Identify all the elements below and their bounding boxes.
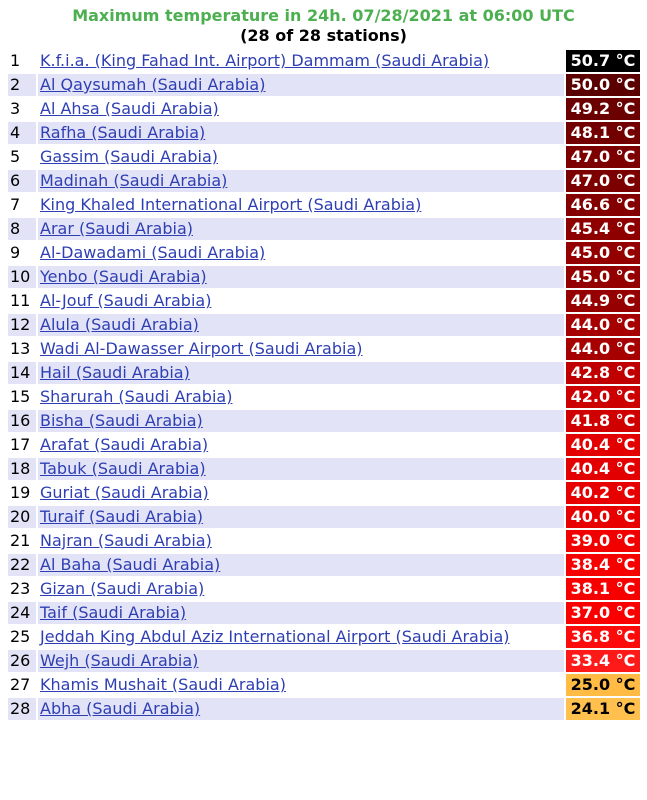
temperature-badge: 24.1 °C <box>566 698 640 720</box>
station-link[interactable]: Al Baha (Saudi Arabia) <box>40 555 221 574</box>
rank-cell: 12 <box>8 314 36 336</box>
station-link[interactable]: Gizan (Saudi Arabia) <box>40 579 205 598</box>
station-cell <box>38 218 564 240</box>
table-row <box>8 458 640 480</box>
station-cell <box>38 530 564 552</box>
station-cell <box>38 290 564 312</box>
page-title: Maximum temperature in 24h. 07/28/2021 at 06:00 UTC <box>72 6 575 25</box>
station-link[interactable]: Gassim (Saudi Arabia) <box>40 147 218 166</box>
station-cell <box>38 554 564 576</box>
station-cell <box>38 506 564 528</box>
station-link[interactable]: Madinah (Saudi Arabia) <box>40 171 228 190</box>
ranking-table-body <box>8 50 640 720</box>
rank-cell: 7 <box>8 194 36 216</box>
rank-cell: 4 <box>8 122 36 144</box>
rank-cell: 20 <box>8 506 36 528</box>
temperature-badge: 48.1 °C <box>566 122 640 144</box>
rank-cell: 3 <box>8 98 36 120</box>
station-cell <box>38 50 564 72</box>
table-row <box>8 290 640 312</box>
temperature-badge: 37.0 °C <box>566 602 640 624</box>
rank-cell: 16 <box>8 410 36 432</box>
station-cell <box>38 242 564 264</box>
table-row <box>8 674 640 696</box>
temperature-badge: 33.4 °C <box>566 650 640 672</box>
station-cell <box>38 674 564 696</box>
rank-cell: 11 <box>8 290 36 312</box>
station-link[interactable]: Al Ahsa (Saudi Arabia) <box>40 99 219 118</box>
table-row <box>8 338 640 360</box>
rank-cell: 17 <box>8 434 36 456</box>
station-link[interactable]: Sharurah (Saudi Arabia) <box>40 387 233 406</box>
station-cell <box>38 698 564 720</box>
station-link[interactable]: Alula (Saudi Arabia) <box>40 315 199 334</box>
temperature-badge: 42.8 °C <box>566 362 640 384</box>
table-row <box>8 698 640 720</box>
rank-cell: 15 <box>8 386 36 408</box>
temperature-badge: 38.1 °C <box>566 578 640 600</box>
rank-cell: 21 <box>8 530 36 552</box>
rank-cell: 8 <box>8 218 36 240</box>
table-row <box>8 386 640 408</box>
table-row <box>8 506 640 528</box>
temperature-badge: 40.4 °C <box>566 434 640 456</box>
station-cell <box>38 98 564 120</box>
temperature-badge: 45.0 °C <box>566 266 640 288</box>
station-cell <box>38 458 564 480</box>
temperature-badge: 49.2 °C <box>566 98 640 120</box>
temperature-badge: 39.0 °C <box>566 530 640 552</box>
temperature-badge: 40.2 °C <box>566 482 640 504</box>
station-cell <box>38 410 564 432</box>
temperature-badge: 50.0 °C <box>566 74 640 96</box>
rank-cell: 5 <box>8 146 36 168</box>
station-cell <box>38 338 564 360</box>
station-cell <box>38 266 564 288</box>
station-link[interactable]: Wadi Al-Dawasser Airport (Saudi Arabia) <box>40 339 363 358</box>
rank-cell: 13 <box>8 338 36 360</box>
table-row <box>8 242 640 264</box>
table-row <box>8 602 640 624</box>
station-link[interactable]: Al-Jouf (Saudi Arabia) <box>40 291 212 310</box>
rank-cell: 27 <box>8 674 36 696</box>
rank-cell: 26 <box>8 650 36 672</box>
station-link[interactable]: Taif (Saudi Arabia) <box>40 603 187 622</box>
station-count: (28 of 28 stations) <box>240 26 407 45</box>
temperature-badge: 42.0 °C <box>566 386 640 408</box>
table-row <box>8 74 640 96</box>
station-link[interactable]: Khamis Mushait (Saudi Arabia) <box>40 675 286 694</box>
station-link[interactable]: Yenbo (Saudi Arabia) <box>40 267 207 286</box>
station-link[interactable]: Jeddah King Abdul Aziz International Airport (Saudi Arabia) <box>40 627 510 646</box>
temperature-badge: 50.7 °C <box>566 50 640 72</box>
station-cell <box>38 122 564 144</box>
table-row <box>8 650 640 672</box>
station-link[interactable]: Guriat (Saudi Arabia) <box>40 483 209 502</box>
station-link[interactable]: Arafat (Saudi Arabia) <box>40 435 209 454</box>
station-link[interactable]: Al Qaysumah (Saudi Arabia) <box>40 75 266 94</box>
rank-cell: 23 <box>8 578 36 600</box>
table-row <box>8 554 640 576</box>
temperature-badge: 44.0 °C <box>566 314 640 336</box>
station-link[interactable]: Rafha (Saudi Arabia) <box>40 123 206 142</box>
temperature-badge: 40.4 °C <box>566 458 640 480</box>
table-row <box>8 98 640 120</box>
station-link[interactable]: King Khaled International Airport (Saudi Arabia) <box>40 195 422 214</box>
temperature-badge: 44.0 °C <box>566 338 640 360</box>
rank-cell: 10 <box>8 266 36 288</box>
table-row <box>8 218 640 240</box>
temperature-badge: 47.0 °C <box>566 146 640 168</box>
station-link[interactable]: Bisha (Saudi Arabia) <box>40 411 203 430</box>
rank-cell: 14 <box>8 362 36 384</box>
station-link[interactable]: Najran (Saudi Arabia) <box>40 531 212 550</box>
rank-cell: 6 <box>8 170 36 192</box>
station-cell <box>38 170 564 192</box>
station-link[interactable]: Abha (Saudi Arabia) <box>40 699 201 718</box>
table-row <box>8 146 640 168</box>
table-row <box>8 266 640 288</box>
rank-cell: 19 <box>8 482 36 504</box>
station-cell <box>38 626 564 648</box>
station-link[interactable]: K.f.i.a. (King Fahad Int. Airport) Dammam (Saudi Arabia) <box>40 51 490 70</box>
station-cell <box>38 146 564 168</box>
temperature-badge: 47.0 °C <box>566 170 640 192</box>
table-row <box>8 578 640 600</box>
table-row <box>8 314 640 336</box>
station-cell <box>38 194 564 216</box>
station-link[interactable]: Wejh (Saudi Arabia) <box>40 651 199 670</box>
station-cell <box>38 434 564 456</box>
table-row <box>8 170 640 192</box>
station-link[interactable]: Arar (Saudi Arabia) <box>40 219 193 238</box>
table-row <box>8 50 640 72</box>
temperature-badge: 40.0 °C <box>566 506 640 528</box>
station-link[interactable]: Tabuk (Saudi Arabia) <box>40 459 206 478</box>
station-cell <box>38 386 564 408</box>
table-row <box>8 194 640 216</box>
temperature-badge: 36.8 °C <box>566 626 640 648</box>
table-row <box>8 362 640 384</box>
temperature-badge: 45.0 °C <box>566 242 640 264</box>
temperature-badge: 46.6 °C <box>566 194 640 216</box>
station-cell <box>38 482 564 504</box>
station-link[interactable]: Turaif (Saudi Arabia) <box>40 507 204 526</box>
rank-cell: 9 <box>8 242 36 264</box>
station-cell <box>38 650 564 672</box>
rank-cell: 25 <box>8 626 36 648</box>
rank-cell: 2 <box>8 74 36 96</box>
station-cell <box>38 602 564 624</box>
rank-cell: 24 <box>8 602 36 624</box>
station-cell <box>38 74 564 96</box>
rank-cell: 22 <box>8 554 36 576</box>
temperature-badge: 25.0 °C <box>566 674 640 696</box>
temperature-badge: 44.9 °C <box>566 290 640 312</box>
table-row <box>8 626 640 648</box>
page-header <box>0 0 647 46</box>
station-link[interactable]: Al-Dawadami (Saudi Arabia) <box>40 243 266 262</box>
station-cell <box>38 578 564 600</box>
rank-cell: 28 <box>8 698 36 720</box>
station-cell <box>38 314 564 336</box>
rank-cell: 18 <box>8 458 36 480</box>
temperature-badge: 45.4 °C <box>566 218 640 240</box>
table-row <box>8 122 640 144</box>
temperature-ranking-table <box>6 48 642 722</box>
table-row <box>8 482 640 504</box>
station-cell <box>38 362 564 384</box>
table-row <box>8 410 640 432</box>
station-link[interactable]: Hail (Saudi Arabia) <box>40 363 190 382</box>
rank-cell: 1 <box>8 50 36 72</box>
temperature-badge: 38.4 °C <box>566 554 640 576</box>
table-row <box>8 434 640 456</box>
temperature-badge: 41.8 °C <box>566 410 640 432</box>
table-row <box>8 530 640 552</box>
